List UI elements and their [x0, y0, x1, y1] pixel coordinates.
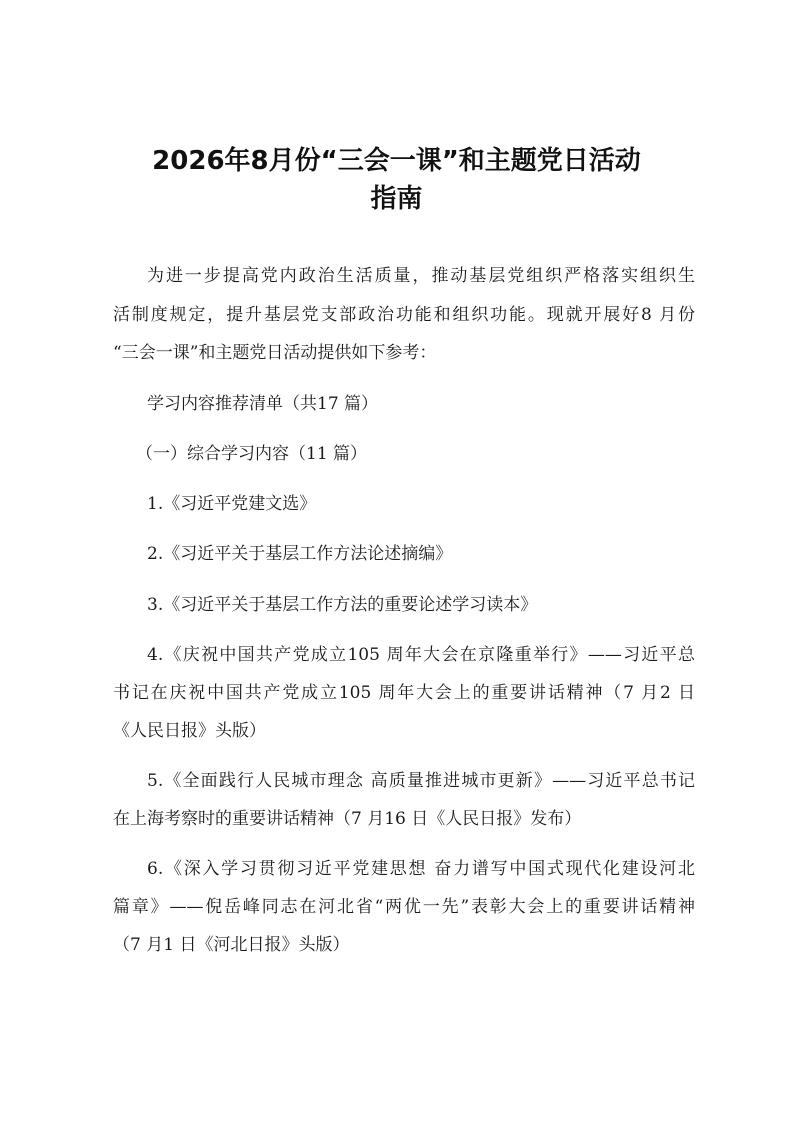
list-item-line: 5.《全面践行人民城市理念 高质量推进城市更新》——习近平总书记: [147, 771, 695, 791]
section-1-heading: （一）综合学习内容（11 篇）: [136, 444, 368, 464]
list-item-line: 《人民日报》头版）: [113, 721, 266, 741]
reading-list-heading: 学习内容推荐清单（共17 篇）: [147, 394, 379, 414]
list-item: 3.《习近平关于基层工作方法的重要论述学习读本》: [147, 595, 538, 615]
list-item-line: 在上海考察时的重要讲话精神（7 月16 日《人民日报》发布）: [113, 809, 582, 829]
list-item-line: 书记在庆祝中国共产党成立105 周年大会上的重要讲话精神（7 月2 日: [113, 683, 695, 703]
list-item: 1.《习近平党建文选》: [147, 494, 317, 514]
list-item: 2.《习近平关于基层工作方法论述摘编》: [147, 544, 453, 564]
list-item-line: （7 月1 日《河北日报》头版）: [113, 935, 350, 955]
intro-paragraph-line: 为进一步提高党内政治生活质量，推动基层党组织严格落实组织生: [147, 266, 695, 286]
list-item-line: 4.《庆祝中国共产党成立105 周年大会在京隆重举行》——习近平总: [147, 645, 695, 665]
document-title-line-2: 指南: [370, 184, 423, 214]
intro-paragraph-line: “三会一课”和主题党日活动提供如下参考：: [113, 343, 437, 363]
document-title-line-1: 2026年8月份“三会一课”和主题党日活动: [152, 146, 641, 176]
list-item-line: 篇章》——倪岳峰同志在河北省“两优一先”表彰大会上的重要讲话精神: [113, 897, 695, 917]
list-item-line: 6.《深入学习贯彻习近平党建思想 奋力谱写中国式现代化建设河北: [147, 859, 695, 879]
intro-paragraph-line: 活制度规定，提升基层党支部政治功能和组织功能。现就开展好8 月份: [113, 305, 695, 325]
